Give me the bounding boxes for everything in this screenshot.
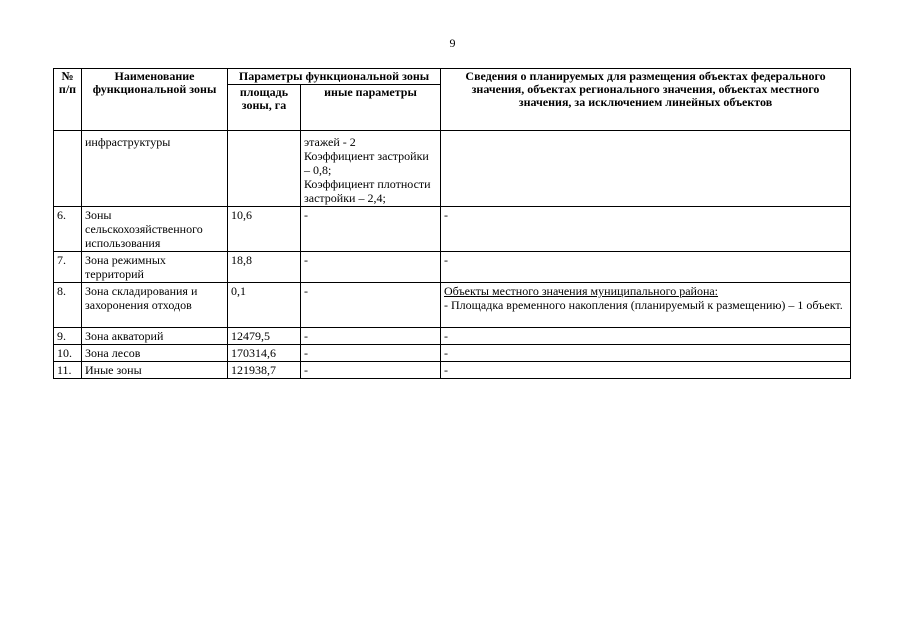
cell-planned-objects xyxy=(441,131,851,207)
cell-other-params: - xyxy=(301,252,441,283)
planned-objects-title: Объекты местного значения муниципального района: xyxy=(444,284,719,298)
table-row xyxy=(54,252,851,283)
cell-other-params: - xyxy=(301,283,441,328)
cell-zone-name: Иные зоны xyxy=(82,362,228,379)
cell-num: 8. xyxy=(54,283,82,328)
cell-area: 121938,7 xyxy=(228,362,301,379)
functional-zones-table xyxy=(53,68,851,379)
other-param-line: Коэффициент застройки – 0,8; xyxy=(304,149,429,177)
cell-area: 0,1 xyxy=(228,283,301,328)
cell-num xyxy=(54,131,82,207)
table-row-continued xyxy=(54,131,851,207)
cell-zone-name: Зона режимных территорий xyxy=(82,252,228,283)
cell-planned-objects: - xyxy=(441,252,851,283)
planned-objects-text: - Площадка временного накопления (планируемый к размещению) – 1 объект. xyxy=(444,298,843,312)
cell-area: 18,8 xyxy=(228,252,301,283)
header-area: площадь зоны, га xyxy=(228,85,301,131)
cell-planned-objects xyxy=(441,283,851,328)
table-row xyxy=(54,328,851,345)
table-row xyxy=(54,283,851,328)
table-row xyxy=(54,345,851,362)
cell-planned-objects: - xyxy=(441,207,851,252)
cell-planned-objects: - xyxy=(441,362,851,379)
other-param-line: Коэффициент плотности застройки – 2,4; xyxy=(304,177,431,205)
header-planned-objects: Сведения о планируемых для размещения объектах федерального значения, объектах регионального значения, объектах местного значения, за исключением линейных объектов xyxy=(441,69,851,131)
other-param-line: этажей - 2 xyxy=(304,135,356,149)
cell-planned-objects: - xyxy=(441,328,851,345)
cell-other-params xyxy=(301,131,441,207)
cell-num: 10. xyxy=(54,345,82,362)
page-number: 9 xyxy=(449,36,456,50)
header-params-group: Параметры функциональной зоны xyxy=(228,69,441,85)
cell-num: 6. xyxy=(54,207,82,252)
cell-num: 9. xyxy=(54,328,82,345)
cell-area: 170314,6 xyxy=(228,345,301,362)
cell-area xyxy=(228,131,301,207)
table-row xyxy=(54,207,851,252)
cell-num: 11. xyxy=(54,362,82,379)
header-row-1 xyxy=(54,69,851,85)
cell-area: 10,6 xyxy=(228,207,301,252)
cell-other-params: - xyxy=(301,328,441,345)
cell-zone-name: Зоны сельскохозяйственного использования xyxy=(82,207,228,252)
header-zone-name: Наименование функциональной зоны xyxy=(82,69,228,131)
cell-other-params: - xyxy=(301,345,441,362)
cell-area: 12479,5 xyxy=(228,328,301,345)
cell-zone-name: Зона лесов xyxy=(82,345,228,362)
cell-zone-name: инфраструктуры xyxy=(82,131,228,207)
header-other-params: иные параметры xyxy=(301,85,441,131)
header-num: № п/п xyxy=(54,69,82,131)
cell-zone-name: Зона складирования и захоронения отходов xyxy=(82,283,228,328)
cell-other-params: - xyxy=(301,207,441,252)
cell-zone-name: Зона акваторий xyxy=(82,328,228,345)
table-row xyxy=(54,362,851,379)
cell-other-params: - xyxy=(301,362,441,379)
cell-num: 7. xyxy=(54,252,82,283)
cell-planned-objects: - xyxy=(441,345,851,362)
